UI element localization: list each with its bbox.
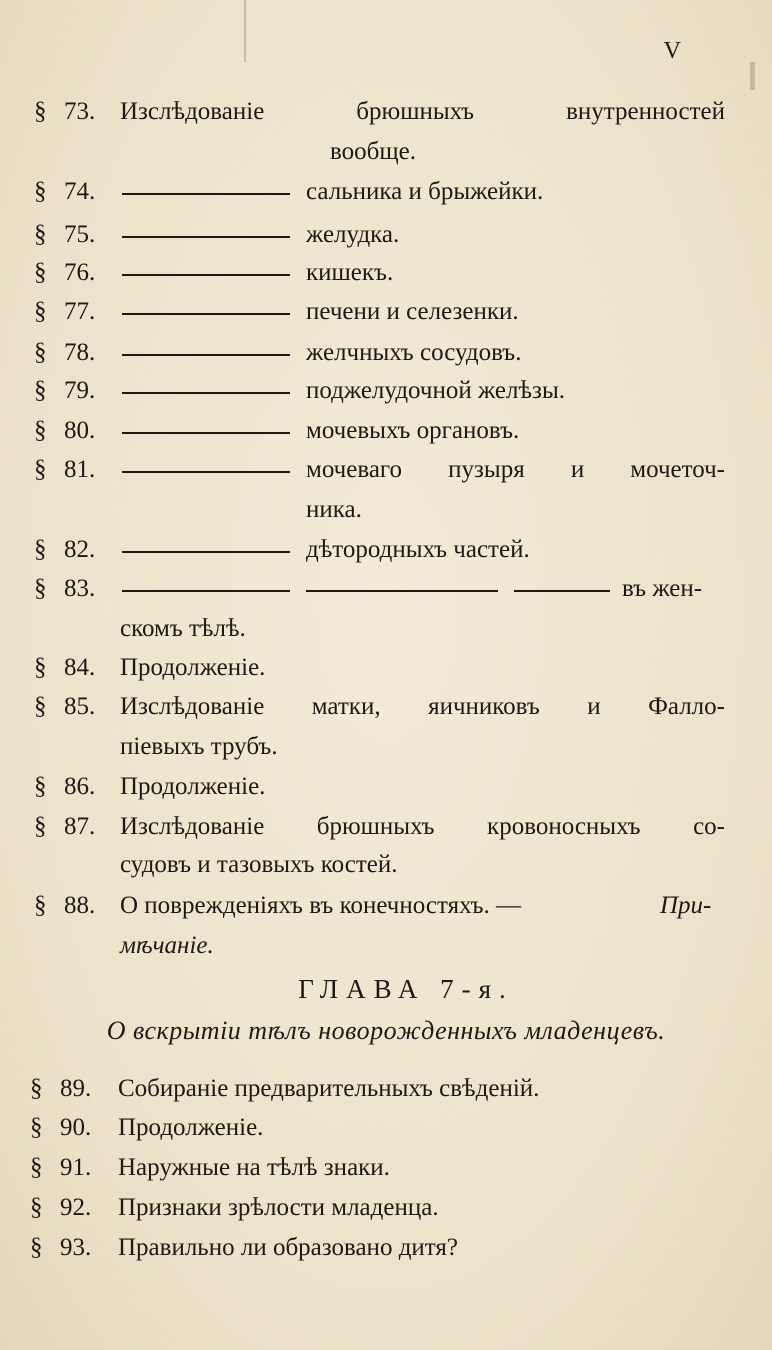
section-sign: § xyxy=(30,1234,43,1261)
entry-number: 83. xyxy=(64,575,96,602)
entry-number: 78. xyxy=(64,339,96,366)
entry-title-continuation: піевыхъ трубъ. xyxy=(120,733,278,760)
entry-number: 91. xyxy=(60,1154,92,1181)
entry-number: 73. xyxy=(64,98,96,125)
section-sign: § xyxy=(34,693,47,720)
page-stain xyxy=(750,62,755,90)
entry-number: 88. xyxy=(64,892,96,919)
entry-title: Признаки зрѣлости младенца. xyxy=(118,1194,439,1221)
entry-number: 89. xyxy=(60,1075,92,1102)
entry-title: Продолженіе. xyxy=(120,654,266,681)
entry-title: мочевыхъ органовъ. xyxy=(306,417,520,444)
page-number: V xyxy=(663,38,682,64)
entry-title: О поврежденіяхъ въ конечностяхъ. — xyxy=(120,892,522,919)
section-sign: § xyxy=(30,1114,43,1141)
entry-title: желчныхъ сосудовъ. xyxy=(306,339,522,366)
entry-number: 90. xyxy=(60,1114,92,1141)
entry-number: 81. xyxy=(64,456,96,483)
ditto-dash xyxy=(122,354,290,356)
section-sign: § xyxy=(34,339,47,366)
section-sign: § xyxy=(34,98,47,125)
entry-number: 82. xyxy=(64,536,96,563)
entry-title: кишекъ. xyxy=(306,259,394,286)
ditto-dash xyxy=(122,274,290,276)
ditto-dash xyxy=(122,193,290,195)
section-sign: § xyxy=(34,178,47,205)
page-crease xyxy=(244,0,246,62)
ditto-dash xyxy=(306,590,498,592)
entry-number: 74. xyxy=(64,178,96,205)
section-sign: § xyxy=(34,773,47,800)
ditto-dash xyxy=(122,313,290,315)
entry-title-continuation: мѣчаніе. xyxy=(120,932,214,959)
entry-number: 85. xyxy=(64,693,96,720)
ditto-dash xyxy=(514,590,610,592)
ditto-dash xyxy=(122,236,290,238)
section-sign: § xyxy=(30,1075,43,1102)
section-sign: § xyxy=(34,377,47,404)
section-sign: § xyxy=(34,575,47,602)
section-sign: § xyxy=(34,259,47,286)
entry-title: сальника и брыжейки. xyxy=(306,178,544,205)
entry-number: 84. xyxy=(64,654,96,681)
entry-title: поджелудочной желѣзы. xyxy=(306,377,565,404)
entry-title: Продолженіе. xyxy=(118,1114,264,1141)
entry-title: желудка. xyxy=(306,221,400,248)
entry-title-continuation: скомъ тѣлѣ. xyxy=(120,615,246,642)
entry-title-continuation: судовъ и тазовыхъ костей. xyxy=(120,851,398,878)
section-sign: § xyxy=(34,536,47,563)
section-sign: § xyxy=(34,892,47,919)
entry-title: мочеваго пузыря и мочеточ- xyxy=(306,456,725,483)
entry-title-continuation: вообще. xyxy=(330,138,416,165)
entry-title-italic: При- xyxy=(660,892,712,919)
entry-title: Наружные на тѣлѣ знаки. xyxy=(118,1154,390,1181)
ditto-dash xyxy=(122,551,290,553)
entry-number: 86. xyxy=(64,773,96,800)
entry-title: Собираніе предварительныхъ свѣденій. xyxy=(118,1075,540,1102)
ditto-dash xyxy=(122,392,290,394)
entry-number: 80. xyxy=(64,417,96,444)
ditto-dash xyxy=(122,432,290,434)
chapter-subtitle: О вскрытіи тѣлъ новорожденныхъ младенцевъ. xyxy=(106,1016,666,1045)
entry-number: 87. xyxy=(64,813,96,840)
entry-number: 75. xyxy=(64,221,96,248)
entry-number: 76. xyxy=(64,259,96,286)
entry-title: Продолженіе. xyxy=(120,773,266,800)
entry-title: Правильно ли образовано дитя? xyxy=(118,1234,458,1261)
entry-title: Изслѣдованіе матки, яичниковъ и Фалло- xyxy=(120,693,725,720)
section-sign: § xyxy=(34,456,47,483)
section-sign: § xyxy=(30,1194,43,1221)
chapter-title: ГЛАВА 7-я. xyxy=(298,974,514,1004)
ditto-dash xyxy=(122,471,290,473)
entry-title-tail: въ жен- xyxy=(622,575,703,602)
entry-number: 79. xyxy=(64,377,96,404)
section-sign: § xyxy=(34,221,47,248)
entry-number: 77. xyxy=(64,298,96,325)
section-sign: § xyxy=(34,298,47,325)
entry-title-continuation: ника. xyxy=(306,496,362,523)
entry-title: Изслѣдованіе брюшныхъ внутренностей xyxy=(120,98,725,125)
entry-title: Изслѣдованіе брюшныхъ кровоносныхъ со- xyxy=(120,813,725,840)
entry-number: 92. xyxy=(60,1194,92,1221)
section-sign: § xyxy=(34,813,47,840)
entry-title: дѣтородныхъ частей. xyxy=(306,536,530,563)
ditto-dash xyxy=(122,590,290,592)
section-sign: § xyxy=(30,1154,43,1181)
section-sign: § xyxy=(34,654,47,681)
section-sign: § xyxy=(34,417,47,444)
entry-title: печени и селезенки. xyxy=(306,298,519,325)
entry-number: 93. xyxy=(60,1234,92,1261)
